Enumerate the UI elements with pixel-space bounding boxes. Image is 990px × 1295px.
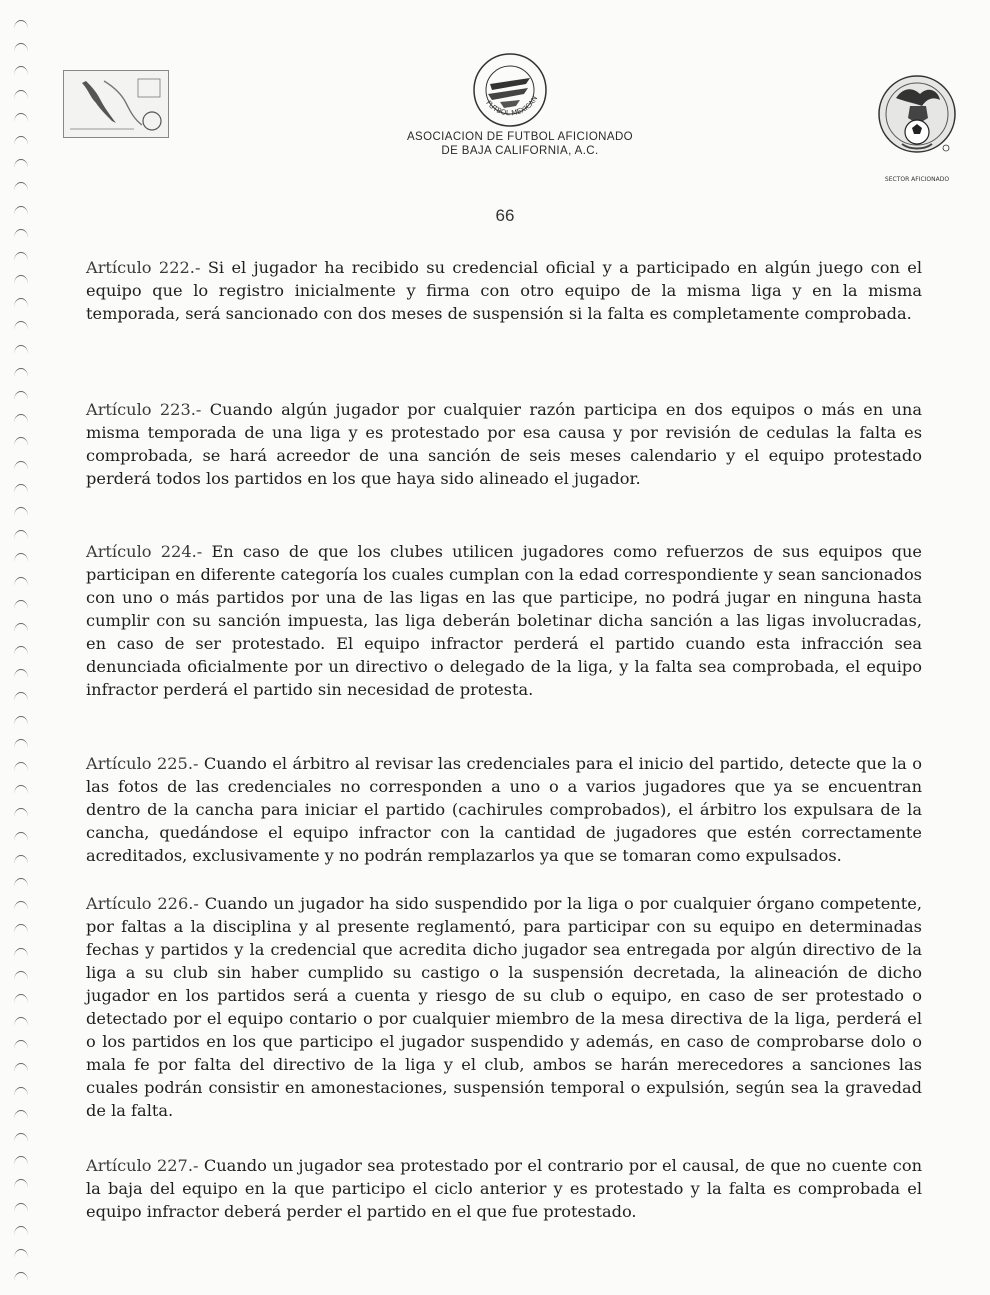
article-222: [86, 256, 922, 325]
article-title: Artículo 222.-: [86, 258, 201, 277]
article-title: Artículo 224.-: [86, 542, 203, 561]
article-text: Cuando algún jugador por cualquier razón participa en dos equipos o más en una misma temporada de una liga y es protestado por esa causa y por revisión de cedulas la falta es comprobada, se hará acreedor de una sanción de seis meses calendario y el equipo protestado perderá todos los partidos en los que haya sido alineado el jugador.: [86, 400, 922, 488]
org-line-1: ASOCIACION DE FUTBOL AFICIONADO: [406, 131, 634, 143]
article-226: [86, 892, 922, 1122]
federation-emblem-logo: [470, 50, 550, 130]
org-line-2: DE BAJA CALIFORNIA, A.C.: [441, 145, 599, 157]
article-text: Cuando un jugador ha sido suspendido por la liga o por cualquier órgano competente, por faltas a la disciplina y al presente reglamentó, para participar con su equipo en determinadas fechas y partidos y la credencial que acredita dicho jugador sea entregada por algún directivo de la liga a su club sin haber cumplido su castigo o la suspensión decretada, la alineación de dicho jugador en los partidos será a cuenta y riesgo de su club o equipo, en caso de ser protestado o detectado por el equipo contario o por cualquier miembro de la mesa directiva de la liga, perderá el o los partidos en los que participo el jugador suspendido y además, en caso de comprobarse dolo o mala fe por falta del directivo de la liga y el club, ambos se harán merecedores a sanciones las cuales podrán consistir en amonestaciones, suspensión temporal o expulsión, según sea la gravedad de la falta.: [86, 894, 922, 1120]
mexico-eagle-emblem-logo: [876, 58, 958, 183]
right-logo-caption: SECTOR AFICIONADO: [884, 176, 950, 183]
article-title: Artículo 227.-: [86, 1156, 199, 1175]
binding-marks: [14, 20, 44, 1295]
page-number: 66: [495, 206, 515, 225]
article-title: Artículo 226.-: [86, 894, 199, 913]
article-227: [86, 1154, 922, 1223]
article-224: [86, 540, 922, 701]
article-text: Cuando un jugador sea protestado por el contrario por el causal, de que no cuente con la baja del equipo en la que participo el ciclo anterior y es protestado y la falta es comprobada el equipo infractor deberá perder el partido en el que fue protestado.: [86, 1156, 922, 1221]
organization-name: [320, 130, 720, 158]
article-title: Artículo 225.-: [86, 754, 199, 773]
article-text: Cuando el árbitro al revisar las credenciales para el inicio del partido, detecte que la o las fotos de las credenciales no corresponden a uno o a varios jugadores que ya se encuentran dentro de la cancha para iniciar el partido (cachirules comprobados), el árbitro los expulsara de la cancha, quedándose el equipo infractor con la cantidad de jugadores que estén correctamente acreditados, exclusivamente y no podrán remplazarlos ya que se tomaran como expulsados.: [86, 754, 922, 865]
article-text: Si el jugador ha recibido su credencial oficial y a participado en algún juego con el equipo que lo registro inicialmente y firma con otro equipo de la misma liga y en la misma temporada, será sancionado con dos meses de suspensión si la falta es completamente comprobada.: [86, 258, 923, 323]
article-225: [86, 752, 922, 867]
article-title: Artículo 223.-: [86, 400, 202, 419]
baja-california-map-logo: [63, 70, 169, 138]
center-logo-text: FUTBOL MEXICAN: [484, 94, 540, 118]
article-223: [86, 398, 922, 490]
article-text: En caso de que los clubes utilicen jugadores como refuerzos de sus equipos que participan en diferente categoría los cuales cumplan con la edad correspondiente y sean sancionados con uno o más partidos por una de las ligas en las que participe, no podrá jugar en ninguna hasta cumplir con su sanción impuesta, las liga deberán boletinar dicha sanción a las ligas involucradas, en caso de ser protestado. El equipo infractor perderá el partido cuando esta infracción sea denunciada oficialmente por un directivo o delegado de la liga, y la falta sea comprobada, el equipo infractor perderá el partido sin necesidad de protesta.: [86, 542, 922, 699]
